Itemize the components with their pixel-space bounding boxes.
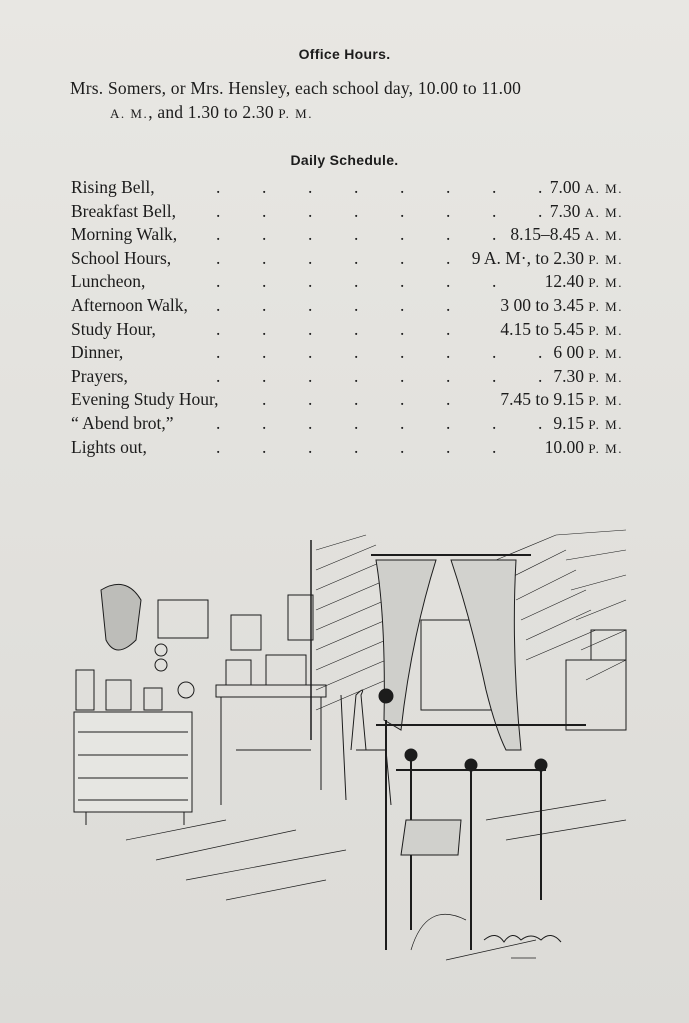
schedule-row bbox=[71, 270, 623, 294]
dormitory-room-illustration bbox=[66, 520, 634, 980]
leader-dot: . bbox=[400, 412, 405, 433]
leader-dot: . bbox=[538, 177, 543, 197]
schedule-time-value: 4.15 to 5.45 bbox=[500, 318, 585, 339]
leader-dot: . bbox=[354, 436, 359, 457]
leader-dot: . bbox=[492, 177, 497, 197]
leader-dot: . bbox=[262, 318, 267, 339]
leader-dot: . bbox=[538, 342, 543, 363]
schedule-time bbox=[545, 436, 623, 461]
schedule-period: P. M. bbox=[588, 275, 623, 291]
leader-dot: . bbox=[216, 247, 221, 268]
schedule-time bbox=[553, 341, 623, 366]
leader-dot: . bbox=[354, 247, 359, 268]
leader-dot: . bbox=[538, 412, 543, 433]
schedule-row bbox=[71, 388, 623, 412]
schedule-time-value: 3 00 to 3.45 bbox=[500, 294, 585, 315]
schedule-event-label: Lights out, bbox=[71, 436, 147, 457]
schedule-period: P. M. bbox=[588, 440, 623, 456]
schedule-time-value: 7.00 bbox=[549, 177, 581, 197]
leader-dot: . bbox=[446, 271, 451, 292]
leader-dot: . bbox=[216, 365, 221, 386]
schedule-event-label: Study Hour, bbox=[71, 318, 156, 339]
leader-dot: . bbox=[216, 342, 221, 363]
schedule-period: P. M. bbox=[588, 416, 623, 432]
leader-dot: . bbox=[446, 200, 451, 221]
leader-dot: . bbox=[446, 365, 451, 386]
schedule-row bbox=[71, 412, 623, 436]
leader-dot: . bbox=[400, 318, 405, 339]
leader-dot: . bbox=[262, 271, 267, 292]
schedule-time-value: 9 A. M·, to 2.30 bbox=[471, 247, 585, 268]
leader-dot: . bbox=[308, 271, 313, 292]
leader-dot: . bbox=[400, 294, 405, 315]
schedule-time-value: 9.15 bbox=[553, 412, 585, 433]
schedule-time-value: 12.40 bbox=[544, 271, 585, 292]
office-hours-line2-text: , and 1.30 to 2.30 bbox=[148, 102, 274, 122]
leader-dot: . bbox=[308, 412, 313, 433]
leader-dot: . bbox=[354, 224, 359, 245]
leader-dot: . bbox=[492, 412, 497, 433]
leader-dot: . bbox=[400, 177, 405, 197]
schedule-period: P. M. bbox=[588, 298, 623, 314]
schedule-time bbox=[553, 412, 623, 437]
schedule-row bbox=[71, 436, 623, 460]
leader-dot: . bbox=[354, 412, 359, 433]
leader-dot: . bbox=[400, 436, 405, 457]
leader-dot: . bbox=[446, 177, 451, 197]
schedule-row bbox=[71, 247, 623, 271]
leader-dot: . bbox=[492, 436, 497, 457]
leader-dot: . bbox=[308, 318, 313, 339]
leader-dot: . bbox=[446, 412, 451, 433]
leader-dot: . bbox=[262, 412, 267, 433]
schedule-time-value: 8.15–8.45 bbox=[510, 224, 581, 245]
leader-dot: . bbox=[308, 177, 313, 197]
leader-dot: . bbox=[446, 247, 451, 268]
office-hours-line1: Mrs. Somers, or Mrs. Hensley, each school day, 10.00 to 11.00 bbox=[70, 78, 522, 98]
leader-dot: . bbox=[262, 389, 267, 410]
schedule-time bbox=[500, 388, 623, 413]
leader-dot: . bbox=[216, 412, 221, 433]
schedule-row bbox=[71, 341, 623, 365]
leader-dot: . bbox=[308, 247, 313, 268]
schedule-time bbox=[545, 270, 623, 295]
office-hours-text bbox=[70, 76, 630, 126]
schedule-row bbox=[71, 223, 623, 247]
schedule-time-value: 10.00 bbox=[544, 436, 585, 457]
schedule-time-value: 7.45 to 9.15 bbox=[500, 389, 585, 410]
leader-dot: . bbox=[400, 389, 405, 410]
leader-dot: . bbox=[400, 342, 405, 363]
schedule-time bbox=[510, 223, 623, 248]
am-marker: A. M. bbox=[110, 106, 149, 121]
leader-dot: . bbox=[308, 436, 313, 457]
leader-dot: . bbox=[446, 294, 451, 315]
leader-dot: . bbox=[262, 247, 267, 268]
leader-dot: . bbox=[446, 436, 451, 457]
leader-dot: . bbox=[354, 318, 359, 339]
leader-dot: . bbox=[216, 294, 221, 315]
leader-dot: . bbox=[446, 318, 451, 339]
leader-dot: . bbox=[400, 247, 405, 268]
leader-dot: . bbox=[262, 200, 267, 221]
leader-dot: . bbox=[262, 224, 267, 245]
schedule-time bbox=[472, 247, 623, 272]
leader-dot: . bbox=[354, 294, 359, 315]
leader-dot: . bbox=[446, 389, 451, 410]
office-hours-line2 bbox=[70, 100, 630, 126]
leader-dot: . bbox=[538, 200, 543, 221]
leader-dot: . bbox=[216, 436, 221, 457]
leader-dot: . bbox=[400, 224, 405, 245]
leader-dot: . bbox=[492, 200, 497, 221]
leader-dot: . bbox=[216, 177, 221, 197]
schedule-time bbox=[500, 294, 623, 319]
leader-dot: . bbox=[400, 271, 405, 292]
schedule-time-value: 7.30 bbox=[553, 365, 585, 386]
leader-dot: . bbox=[400, 365, 405, 386]
daily-schedule-heading: Daily Schedule. bbox=[290, 152, 399, 168]
leader-dot: . bbox=[308, 389, 313, 410]
leader-dot: . bbox=[308, 200, 313, 221]
leader-dot: . bbox=[354, 365, 359, 386]
schedule-row bbox=[71, 176, 623, 200]
leader-dot: . bbox=[308, 365, 313, 386]
leader-dot: . bbox=[308, 224, 313, 245]
schedule-event-label: Rising Bell, bbox=[71, 177, 155, 197]
schedule-time-value: 6 00 bbox=[553, 342, 585, 363]
leader-dot: . bbox=[354, 342, 359, 363]
schedule-time bbox=[550, 200, 623, 225]
schedule-row bbox=[71, 200, 623, 224]
leader-dot: . bbox=[216, 318, 221, 339]
leader-dot: . bbox=[262, 436, 267, 457]
schedule-event-label: Afternoon Walk, bbox=[71, 294, 188, 315]
schedule-event-label: Luncheon, bbox=[71, 271, 146, 292]
office-hours-heading: Office Hours. bbox=[298, 46, 391, 62]
leader-dot: . bbox=[308, 342, 313, 363]
leader-dot: . bbox=[216, 271, 221, 292]
schedule-time bbox=[550, 176, 623, 201]
leader-dot: . bbox=[216, 200, 221, 221]
schedule-time-value: 7.30 bbox=[549, 200, 581, 221]
schedule-row bbox=[71, 365, 623, 389]
schedule-period: P. M. bbox=[588, 393, 623, 409]
leader-dot: . bbox=[354, 271, 359, 292]
leader-dot: . bbox=[492, 365, 497, 386]
schedule-period: P. M. bbox=[588, 369, 623, 385]
daily-schedule-table bbox=[71, 176, 623, 459]
leader-dot: . bbox=[492, 224, 497, 245]
leader-dot: . bbox=[262, 342, 267, 363]
leader-dot: . bbox=[216, 224, 221, 245]
pm-marker: P. M. bbox=[278, 106, 313, 121]
schedule-row bbox=[71, 318, 623, 342]
schedule-time bbox=[500, 318, 623, 343]
leader-dot: . bbox=[354, 389, 359, 410]
schedule-event-label: Breakfast Bell, bbox=[71, 200, 176, 221]
leader-dot: . bbox=[492, 342, 497, 363]
schedule-period: A. M. bbox=[584, 228, 623, 244]
schedule-event-label: Prayers, bbox=[71, 365, 128, 386]
schedule-period: P. M. bbox=[588, 251, 623, 267]
leader-dot: . bbox=[446, 342, 451, 363]
schedule-period: A. M. bbox=[584, 181, 623, 196]
schedule-event-label: Evening Study Hour, bbox=[71, 389, 219, 410]
schedule-period: P. M. bbox=[588, 346, 623, 362]
leader-dot: . bbox=[262, 365, 267, 386]
schedule-event-label: Morning Walk, bbox=[71, 224, 178, 245]
leader-dot: . bbox=[492, 271, 497, 292]
leader-dot: . bbox=[308, 294, 313, 315]
leader-dot: . bbox=[262, 177, 267, 197]
leader-dot: . bbox=[354, 200, 359, 221]
leader-dot: . bbox=[400, 200, 405, 221]
schedule-period: A. M. bbox=[584, 204, 623, 220]
leader-dot: . bbox=[354, 177, 359, 197]
schedule-event-label: School Hours, bbox=[71, 247, 172, 268]
schedule-event-label: Dinner, bbox=[71, 342, 124, 363]
leader-dot: . bbox=[538, 365, 543, 386]
schedule-event-label: “ Abend brot,” bbox=[71, 412, 174, 433]
schedule-period: P. M. bbox=[588, 322, 623, 338]
leader-dot: . bbox=[446, 224, 451, 245]
schedule-row bbox=[71, 294, 623, 318]
schedule-time bbox=[553, 365, 623, 390]
leader-dot: . bbox=[262, 294, 267, 315]
